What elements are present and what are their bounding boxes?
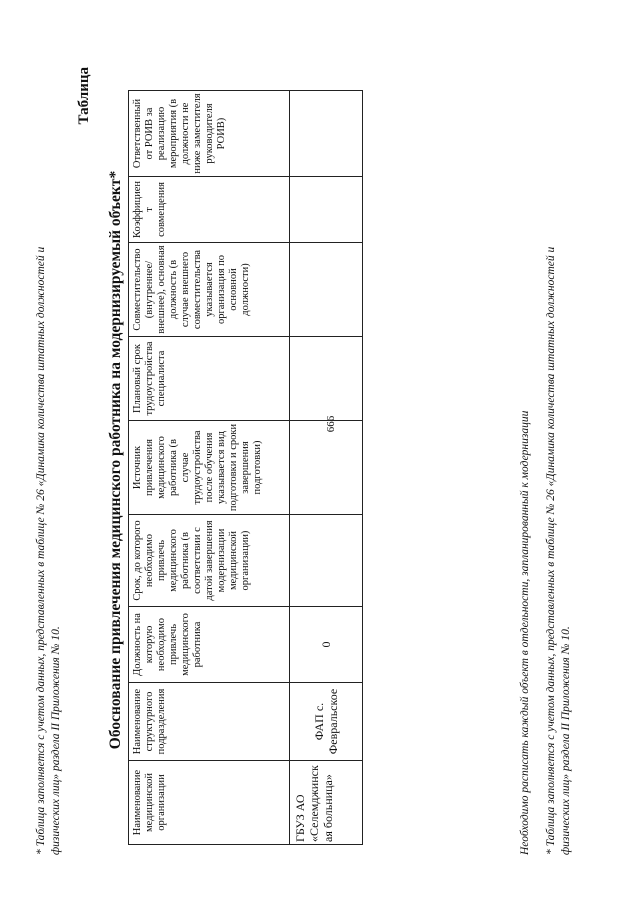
header-cell: Совместительство (внутреннее/внешнее), основная должность (в случае внешнего совместительства указывается организация по основной должности): [129, 243, 290, 337]
table-cell: [290, 177, 363, 243]
footnote-top: * Таблица заполняется с учетом данных, представленных в таблице № 26 «Динамика количества штатных должностей и физических лиц» раздела II Приложения № 10.: [35, 246, 62, 855]
table-cell: [290, 515, 363, 607]
table-cell: ГБУЗ АО «Селемджинская больница»: [290, 761, 363, 845]
header-cell: Срок, до которого необходимо привлечь медицинского работника (в соответствии с датой завершения модернизации медицинской организации): [129, 515, 290, 607]
table-cell: [290, 91, 363, 177]
table-cell: 0: [290, 607, 363, 683]
header-cell: Ответственный от РОИВ за реализацию мероприятия (в должности не ниже заместителя руководителя РОИВ): [129, 91, 290, 177]
document-title: Обоснование привлечения медицинского работника на модернизируемый объект*: [107, 170, 124, 750]
header-cell: Наименование структурного подразделения: [129, 683, 290, 761]
justification-table: [128, 90, 363, 845]
header-cell: Наименование медицинской организации: [129, 761, 290, 845]
table-cell: [290, 421, 363, 515]
table-label: Таблица: [76, 67, 92, 125]
table-cell: [290, 337, 363, 421]
rotated-page: [30, 45, 630, 875]
table-row: [290, 91, 363, 845]
header-cell: Должность на которую необходимо привлечь медицинского работника: [129, 607, 290, 683]
table-header-row: [129, 91, 290, 845]
footnote-modernization: Необходимо расписать каждый объект в отдельности, запланированный к модернизации: [519, 410, 531, 855]
header-cell: Плановый срок трудоустройства специалиста: [129, 337, 290, 421]
header-cell: Источник привлечения медицинского работника (в случае трудоустройства после обучения указывается вид подготовки и сроки завершения подготовки): [129, 421, 290, 515]
table-cell: ФАП с. Февральское: [290, 683, 363, 761]
footnote-bottom: * Таблица заполняется с учетом данных, представленных в таблице № 26 «Динамика количества штатных должностей и физических лиц» раздела II Приложения № 10.: [545, 246, 572, 855]
table-cell: [290, 243, 363, 337]
page-number: 666: [325, 415, 337, 433]
header-cell: Коэффициент совмещения: [129, 177, 290, 243]
